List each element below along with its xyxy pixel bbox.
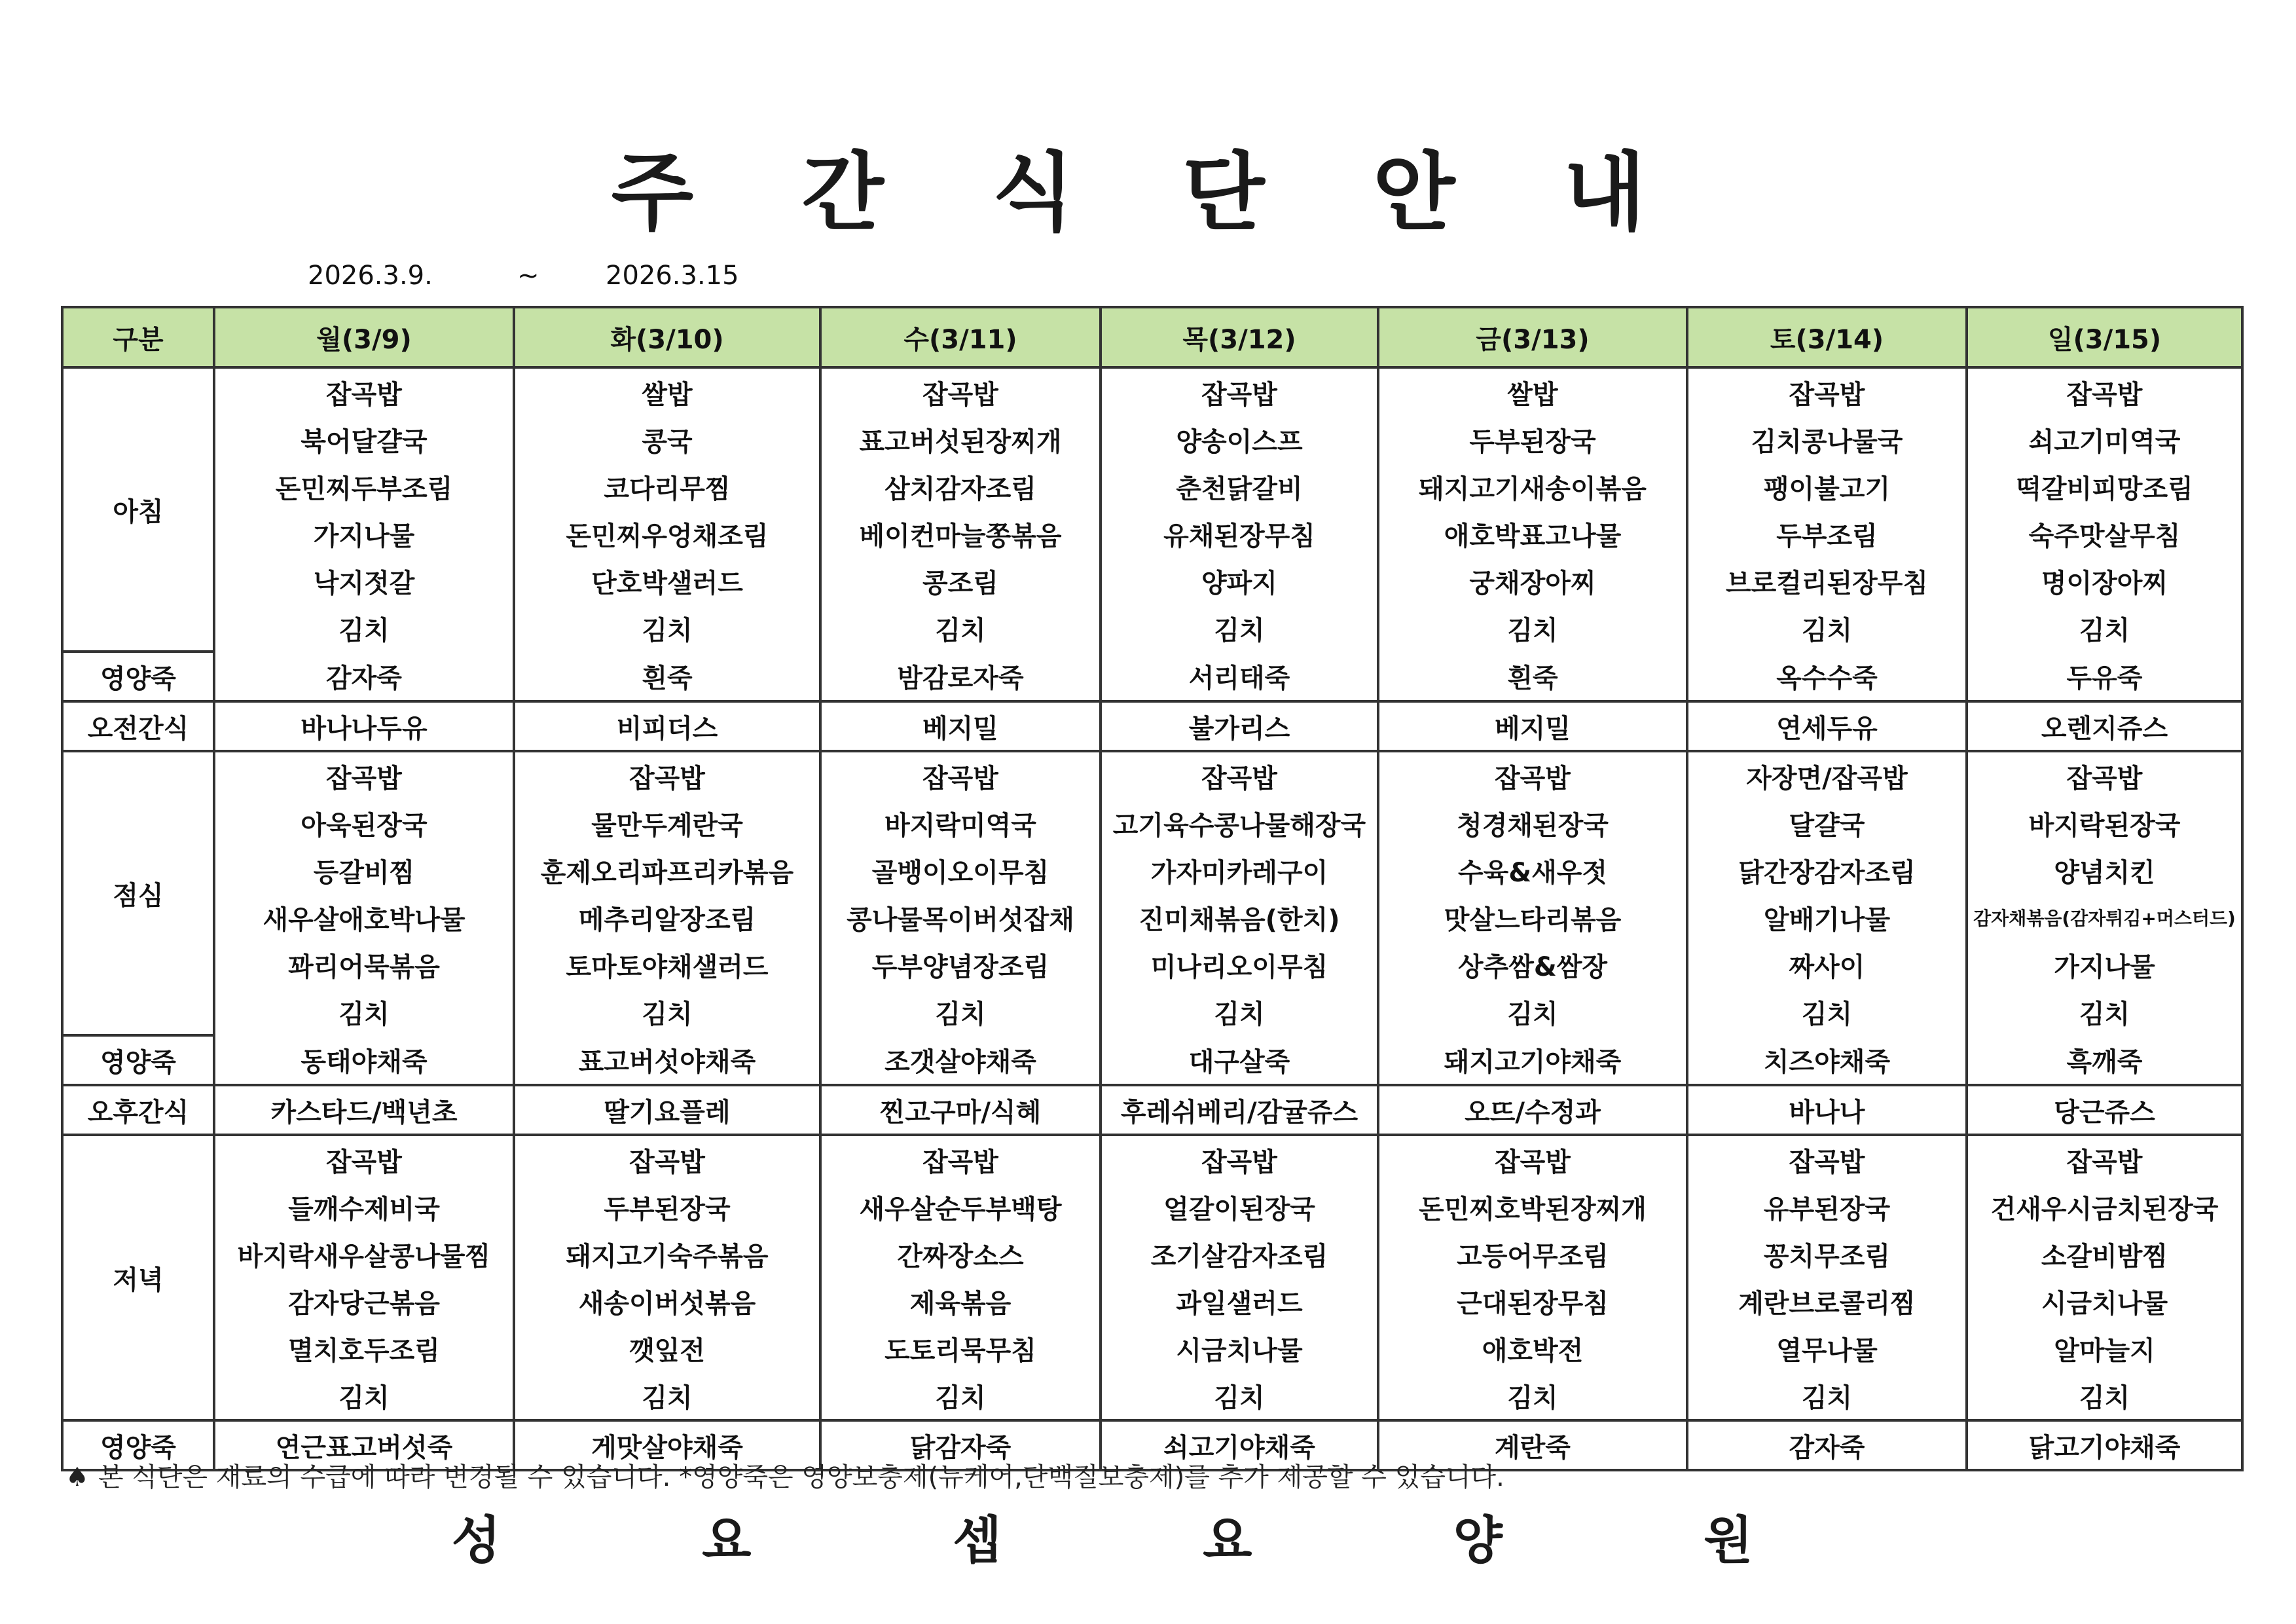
menu-row [62,463,2242,510]
menu-row [62,652,2242,701]
menu-row [62,847,2242,894]
menu-cell: 떡갈비피망조림 [1967,463,2242,510]
menu-row [62,988,2242,1035]
menu-cell: 과일샐러드 [1101,1278,1378,1325]
menu-cell: 양념치킨 [1967,847,2242,894]
porridge-cell: 감자죽 [1687,1420,1967,1470]
menu-cell: 김치 [1967,988,2242,1035]
menu-cell: 춘천닭갈비 [1101,463,1378,510]
menu-cell: 가지나물 [214,510,514,557]
snack-label: 오전간식 [62,701,214,751]
snack-cell: 바나나두유 [214,701,514,751]
menu-cell: 바지락미역국 [820,800,1101,847]
porridge-cell: 서리태죽 [1101,652,1378,701]
menu-cell: 콩국 [514,416,820,463]
menu-cell: 가지나물 [1967,941,2242,988]
footer-note-text: 본 식단은 재료의 수급에 따라 변경될 수 있습니다. *영양죽은 영양보충제(뉴케어,단백질보충제)를 추가 제공할 수 있습니다. [98,1462,1504,1492]
menu-cell: 제육볶음 [820,1278,1101,1325]
menu-cell: 등갈비찜 [214,847,514,894]
menu-cell: 자장면/잡곡밥 [1687,751,1967,800]
menu-cell: 김치 [1101,1372,1378,1420]
menu-cell: 아욱된장국 [214,800,514,847]
menu-cell: 잡곡밥 [514,1135,820,1183]
menu-cell: 근대된장무침 [1378,1278,1687,1325]
spade-icon: ♠ [65,1462,89,1492]
menu-cell: 유채된장무침 [1101,510,1378,557]
menu-cell: 두부된장국 [1378,416,1687,463]
menu-cell: 잡곡밥 [1967,367,2242,416]
menu-cell: 훈제오리파프리카볶음 [514,847,820,894]
snack-cell: 카스타드/백년초 [214,1085,514,1135]
menu-cell: 미나리오이무침 [1101,941,1378,988]
menu-cell: 달걀국 [1687,800,1967,847]
menu-cell: 닭간장감자조림 [1687,847,1967,894]
menu-cell: 잡곡밥 [820,367,1101,416]
menu-cell: 감자당근볶음 [214,1278,514,1325]
menu-cell: 돈민찌호박된장찌개 [1378,1183,1687,1230]
menu-cell: 김치 [1378,1372,1687,1420]
menu-cell: 꽈리어묵볶음 [214,941,514,988]
porridge-cell: 대구살죽 [1101,1035,1378,1085]
snack-cell: 찐고구마/식혜 [820,1085,1101,1135]
menu-cell: 잡곡밥 [1101,751,1378,800]
porridge-label: 영양죽 [62,652,214,701]
menu-cell: 콩나물목이버섯잡채 [820,894,1101,941]
menu-cell: 애호박표고나물 [1378,510,1687,557]
menu-cell: 잡곡밥 [1967,1135,2242,1183]
meal-label: 저녁 [62,1135,214,1420]
menu-cell: 두부양념장조림 [820,941,1101,988]
menu-cell: 명이장아찌 [1967,557,2242,604]
menu-cell: 돈민찌우엉채조림 [514,510,820,557]
menu-row [62,367,2242,416]
porridge-cell: 흰죽 [1378,652,1687,701]
menu-cell: 북어달걀국 [214,416,514,463]
day-header: 일(3/15) [1967,307,2242,367]
menu-row [62,1325,2242,1372]
menu-cell: 김치 [1687,988,1967,1035]
menu-cell: 김치 [214,1372,514,1420]
menu-row [62,1085,2242,1135]
porridge-cell: 동태야채죽 [214,1035,514,1085]
menu-cell: 토마토야채샐러드 [514,941,820,988]
period-start: 2026.3.9. [308,261,433,291]
menu-row [62,1183,2242,1230]
menu-cell: 감자채볶음(감자튀김+머스터드) [1967,894,2242,941]
menu-cell: 새우살애호박나물 [214,894,514,941]
porridge-cell: 치즈야채죽 [1687,1035,1967,1085]
menu-row [62,604,2242,652]
menu-cell: 간짜장소스 [820,1230,1101,1278]
porridge-cell: 옥수수죽 [1687,652,1967,701]
snack-cell: 불가리스 [1101,701,1378,751]
menu-row [62,800,2242,847]
menu-cell: 김치 [1101,604,1378,652]
menu-cell: 시금치나물 [1967,1278,2242,1325]
porridge-cell: 닭고기야채죽 [1967,1420,2242,1470]
menu-cell: 김치 [1687,1372,1967,1420]
footer-note [65,1456,1504,1494]
menu-cell: 들깨수제비국 [214,1183,514,1230]
menu-cell: 바지락새우살콩나물찜 [214,1230,514,1278]
menu-cell: 쇠고기미역국 [1967,416,2242,463]
menu-cell: 얼갈이된장국 [1101,1183,1378,1230]
porridge-label: 영양죽 [62,1035,214,1085]
meal-label: 아침 [62,367,214,652]
menu-cell: 김치 [514,988,820,1035]
menu-cell: 김치 [820,988,1101,1035]
menu-cell: 돈민찌두부조림 [214,463,514,510]
snack-cell: 당근쥬스 [1967,1085,2242,1135]
menu-cell: 돼지고기새송이볶음 [1378,463,1687,510]
menu-row [62,1278,2242,1325]
menu-cell: 베이컨마늘쫑볶음 [820,510,1101,557]
menu-cell: 짜사이 [1687,941,1967,988]
menu-cell: 바지락된장국 [1967,800,2242,847]
porridge-cell: 돼지고기야채죽 [1378,1035,1687,1085]
menu-cell: 깻잎전 [514,1325,820,1372]
menu-cell: 낙지젓갈 [214,557,514,604]
day-header: 목(3/12) [1101,307,1378,367]
menu-cell: 양파지 [1101,557,1378,604]
snack-label: 오후간식 [62,1085,214,1135]
menu-cell: 김치 [1687,604,1967,652]
menu-cell: 김치 [820,604,1101,652]
header-row [62,307,2242,367]
menu-cell: 잡곡밥 [820,1135,1101,1183]
menu-cell: 잡곡밥 [214,367,514,416]
menu-cell: 건새우시금치된장국 [1967,1183,2242,1230]
menu-row [62,1230,2242,1278]
day-header: 월(3/9) [214,307,514,367]
organization-name: 성 요 셉 요 양 원 [451,1511,1845,1570]
porridge-cell: 연근표고버섯죽 [214,1420,514,1470]
menu-cell: 두부조림 [1687,510,1967,557]
menu-cell: 삼치감자조림 [820,463,1101,510]
menu-cell: 팽이불고기 [1687,463,1967,510]
period-separator: ~ [517,261,539,291]
menu-cell: 고기육수콩나물해장국 [1101,800,1378,847]
menu-cell: 잡곡밥 [1378,1135,1687,1183]
menu-cell: 김치 [514,1372,820,1420]
menu-cell: 잡곡밥 [820,751,1101,800]
meal-label: 점심 [62,751,214,1035]
menu-cell: 숙주맛살무침 [1967,510,2242,557]
day-header: 수(3/11) [820,307,1101,367]
menu-cell: 청경채된장국 [1378,800,1687,847]
snack-cell: 베지밀 [1378,701,1687,751]
menu-cell: 김치 [214,604,514,652]
menu-cell: 유부된장국 [1687,1183,1967,1230]
category-header: 구분 [62,307,214,367]
menu-row [62,701,2242,751]
menu-cell: 김치 [214,988,514,1035]
menu-cell: 잡곡밥 [1101,367,1378,416]
snack-cell: 연세두유 [1687,701,1967,751]
menu-cell: 골뱅이오이무침 [820,847,1101,894]
menu-cell: 열무나물 [1687,1325,1967,1372]
menu-cell: 계란브로콜리찜 [1687,1278,1967,1325]
menu-cell: 돼지고기숙주볶음 [514,1230,820,1278]
day-header: 화(3/10) [514,307,820,367]
menu-cell: 애호박전 [1378,1325,1687,1372]
porridge-cell: 계란죽 [1378,1420,1687,1470]
porridge-cell: 흰죽 [514,652,820,701]
menu-cell: 진미채볶음(한치) [1101,894,1378,941]
snack-cell: 후레쉬베리/감귤쥬스 [1101,1085,1378,1135]
menu-cell: 김치 [1967,604,2242,652]
porridge-cell: 두유죽 [1967,652,2242,701]
weekly-menu-table [61,306,2244,1471]
menu-cell: 잡곡밥 [514,751,820,800]
menu-cell: 코다리무찜 [514,463,820,510]
menu-cell: 김치 [1101,988,1378,1035]
menu-cell: 잡곡밥 [214,751,514,800]
menu-cell: 양송이스프 [1101,416,1378,463]
menu-cell: 쌀밥 [514,367,820,416]
menu-row [62,751,2242,800]
menu-cell: 잡곡밥 [1687,367,1967,416]
menu-cell: 단호박샐러드 [514,557,820,604]
menu-cell: 조기살감자조림 [1101,1230,1378,1278]
page-title: 주 간 식 단 안 내 [611,143,1685,242]
menu-cell: 소갈비밤찜 [1967,1230,2242,1278]
porridge-cell: 밤감로자죽 [820,652,1101,701]
period-end: 2026.3.15 [606,261,739,291]
snack-cell: 비피더스 [514,701,820,751]
menu-cell: 고등어무조림 [1378,1230,1687,1278]
menu-cell: 새송이버섯볶음 [514,1278,820,1325]
menu-row [62,1135,2242,1183]
day-header: 토(3/14) [1687,307,1967,367]
menu-cell: 김치 [820,1372,1101,1420]
menu-row [62,941,2242,988]
menu-cell: 잡곡밥 [1378,751,1687,800]
menu-cell: 물만두계란국 [514,800,820,847]
menu-cell: 맛살느타리볶음 [1378,894,1687,941]
menu-row [62,416,2242,463]
menu-cell: 알마늘지 [1967,1325,2242,1372]
menu-cell: 가자미카레구이 [1101,847,1378,894]
menu-cell: 잡곡밥 [1687,1135,1967,1183]
menu-cell: 잡곡밥 [214,1135,514,1183]
menu-cell: 꽁치무조림 [1687,1230,1967,1278]
porridge-cell: 닭감자죽 [820,1420,1101,1470]
day-header: 금(3/13) [1378,307,1687,367]
menu-cell: 브로컬리된장무침 [1687,557,1967,604]
menu-row [62,557,2242,604]
snack-cell: 베지밀 [820,701,1101,751]
menu-cell: 두부된장국 [514,1183,820,1230]
porridge-cell: 표고버섯야채죽 [514,1035,820,1085]
snack-cell: 바나나 [1687,1085,1967,1135]
menu-cell: 멸치호두조림 [214,1325,514,1372]
menu-cell: 도토리묵무침 [820,1325,1101,1372]
menu-cell: 상추쌈&쌈장 [1378,941,1687,988]
menu-cell: 수육&새우젓 [1378,847,1687,894]
porridge-cell: 흑깨죽 [1967,1035,2242,1085]
menu-cell: 김치 [1378,604,1687,652]
porridge-cell: 쇠고기야채죽 [1101,1420,1378,1470]
menu-cell: 메추리알장조림 [514,894,820,941]
menu-cell: 콩조림 [820,557,1101,604]
menu-cell: 쌀밥 [1378,367,1687,416]
menu-cell: 김치콩나물국 [1687,416,1967,463]
porridge-cell: 감자죽 [214,652,514,701]
menu-cell: 시금치나물 [1101,1325,1378,1372]
menu-cell: 김치 [1967,1372,2242,1420]
menu-row [62,894,2242,941]
menu-cell: 새우살순두부백탕 [820,1183,1101,1230]
porridge-label: 영양죽 [62,1420,214,1470]
porridge-cell: 조갯살야채죽 [820,1035,1101,1085]
snack-cell: 오렌지쥬스 [1967,701,2242,751]
porridge-cell: 게맛살야채죽 [514,1420,820,1470]
menu-row [62,1372,2242,1420]
menu-cell: 잡곡밥 [1101,1135,1378,1183]
menu-cell: 알배기나물 [1687,894,1967,941]
menu-cell: 잡곡밥 [1967,751,2242,800]
menu-row [62,1035,2242,1085]
menu-cell: 김치 [1378,988,1687,1035]
menu-row [62,510,2242,557]
menu-cell: 궁채장아찌 [1378,557,1687,604]
menu-cell: 김치 [514,604,820,652]
snack-cell: 딸기요플레 [514,1085,820,1135]
menu-cell: 표고버섯된장찌개 [820,416,1101,463]
snack-cell: 오뜨/수정과 [1378,1085,1687,1135]
